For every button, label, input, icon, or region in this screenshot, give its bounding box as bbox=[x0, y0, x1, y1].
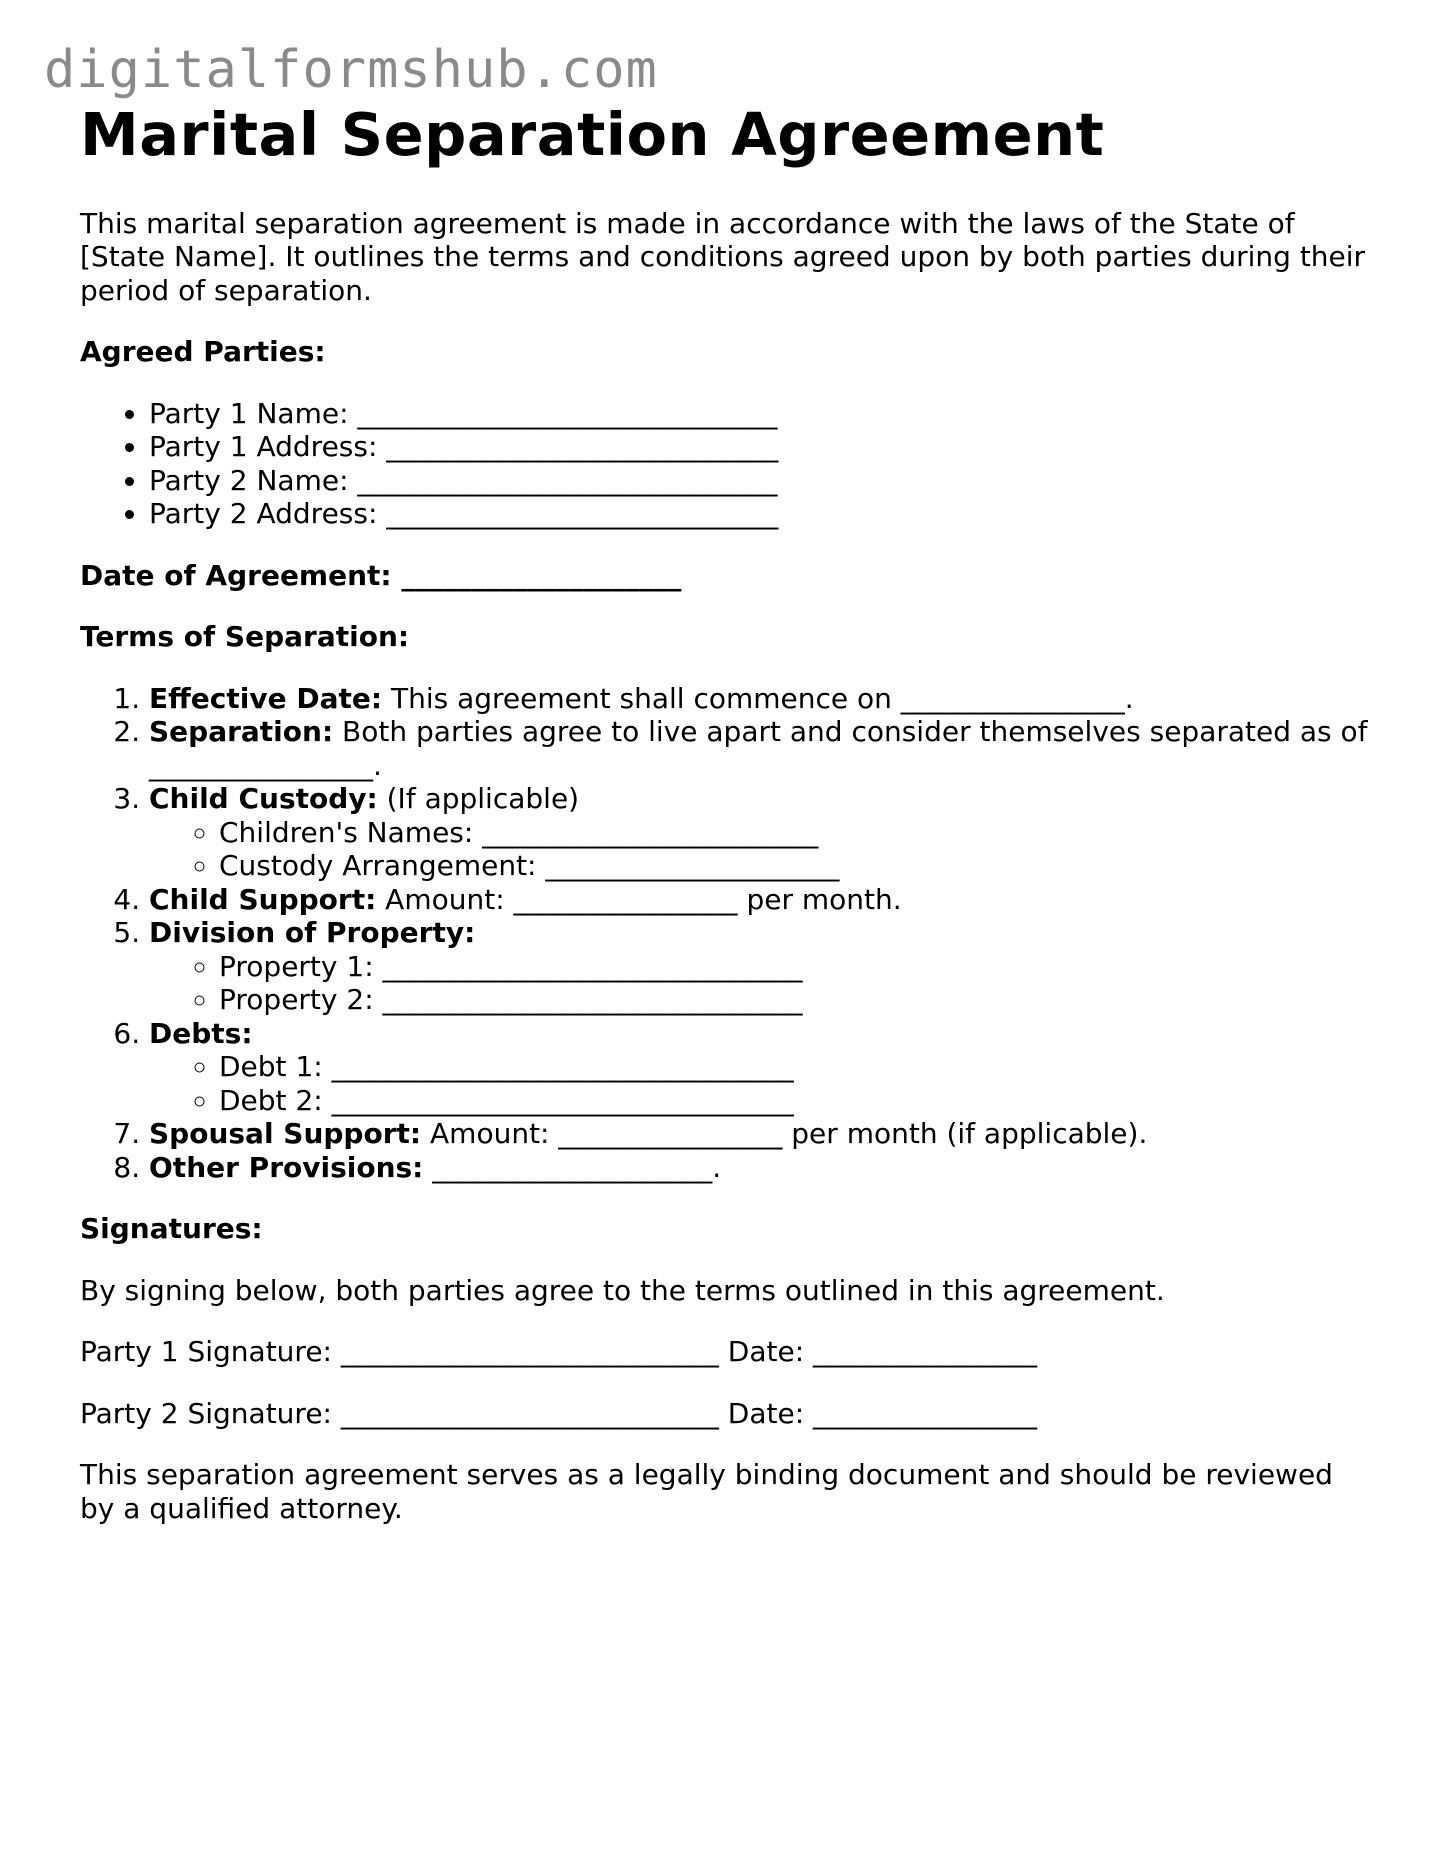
term-other-provisions[interactable] bbox=[149, 1151, 1370, 1185]
custody-arrangement-field[interactable]: ◦ Custody Arrangement: _____________________ bbox=[219, 849, 1370, 883]
term-label: Child Support: bbox=[149, 882, 377, 916]
debt-2-field[interactable]: ◦ Debt 2: _________________________________ bbox=[219, 1084, 1370, 1118]
date-of-agreement-label: Date of Agreement: bbox=[80, 558, 392, 592]
term-label: Other Provisions: bbox=[149, 1150, 424, 1184]
party-1-name-field[interactable]: • Party 1 Name: ______________________________ bbox=[149, 397, 1370, 431]
intro-paragraph: This marital separation agreement is made in accordance with the laws of the State of [State Name]. It outlines the terms and conditions agreed upon by both parties during their period of separation. bbox=[80, 206, 1366, 307]
party-2-name-field[interactable]: • Party 2 Name: ______________________________ bbox=[149, 464, 1370, 498]
debt-1-field[interactable]: ◦ Debt 1: _________________________________ bbox=[219, 1050, 1370, 1084]
date-of-agreement-field[interactable] bbox=[80, 559, 1370, 593]
child-custody-sublist bbox=[149, 816, 1370, 883]
term-text: Amount: ________________ per month (if applicable). bbox=[421, 1117, 1148, 1151]
document-page bbox=[80, 100, 1370, 1525]
term-child-custody bbox=[149, 782, 1370, 883]
party-2-address-field[interactable]: • Party 2 Address: ____________________________ bbox=[149, 497, 1370, 531]
term-division-of-property bbox=[149, 916, 1370, 1017]
closing-paragraph: This separation agreement serves as a legally binding document and should be reviewed by a qualified attorney. bbox=[80, 1458, 1333, 1525]
term-label: Effective Date: bbox=[149, 681, 383, 715]
term-label: Debts: bbox=[149, 1016, 253, 1050]
signatures-statement: By signing below, both parties agree to the terms outlined in this agreement. bbox=[80, 1273, 1165, 1307]
term-label: Spousal Support: bbox=[149, 1117, 422, 1151]
debts-sublist bbox=[149, 1050, 1370, 1117]
term-text: ____________________. bbox=[423, 1150, 722, 1184]
terms-list bbox=[80, 682, 1370, 1185]
parties-list bbox=[80, 397, 1370, 531]
term-child-support[interactable] bbox=[149, 883, 1370, 917]
term-effective-date[interactable] bbox=[149, 682, 1370, 716]
childrens-names-field[interactable]: ◦ Children's Names: ________________________ bbox=[219, 816, 1370, 850]
term-text: (If applicable) bbox=[377, 782, 580, 816]
term-label: Child Custody: bbox=[149, 782, 378, 816]
term-label: Division of Property: bbox=[149, 916, 476, 950]
party-1-address-field[interactable]: • Party 1 Address: ____________________________ bbox=[149, 430, 1370, 464]
term-spousal-support[interactable] bbox=[149, 1117, 1370, 1151]
party-1-signature-line[interactable]: Party 1 Signature: ___________________________ Date: ________________ bbox=[80, 1335, 1038, 1369]
terms-heading: Terms of Separation: bbox=[80, 620, 410, 654]
term-text: This agreement shall commence on ________________. bbox=[382, 681, 1134, 715]
date-of-agreement-blank: ____________________ bbox=[391, 558, 682, 592]
term-separation[interactable] bbox=[149, 715, 1370, 782]
term-debts bbox=[149, 1017, 1370, 1118]
term-label: Separation: bbox=[149, 715, 334, 749]
watermark: digitalformshub.com bbox=[44, 40, 658, 100]
term-text: Amount: ________________ per month. bbox=[376, 882, 902, 916]
signatures-heading: Signatures: bbox=[80, 1212, 263, 1246]
property-2-field[interactable]: ◦ Property 2: ______________________________ bbox=[219, 983, 1370, 1017]
party-2-signature-line[interactable]: Party 2 Signature: ___________________________ Date: ________________ bbox=[80, 1396, 1038, 1430]
document-title: Marital Separation Agreement bbox=[80, 100, 1105, 169]
property-1-field[interactable]: ◦ Property 1: ______________________________ bbox=[219, 950, 1370, 984]
term-text: Both parties agree to live apart and consider themselves separated as of ________________. bbox=[149, 715, 1368, 782]
agreed-parties-heading: Agreed Parties: bbox=[80, 335, 326, 369]
property-sublist bbox=[149, 950, 1370, 1017]
